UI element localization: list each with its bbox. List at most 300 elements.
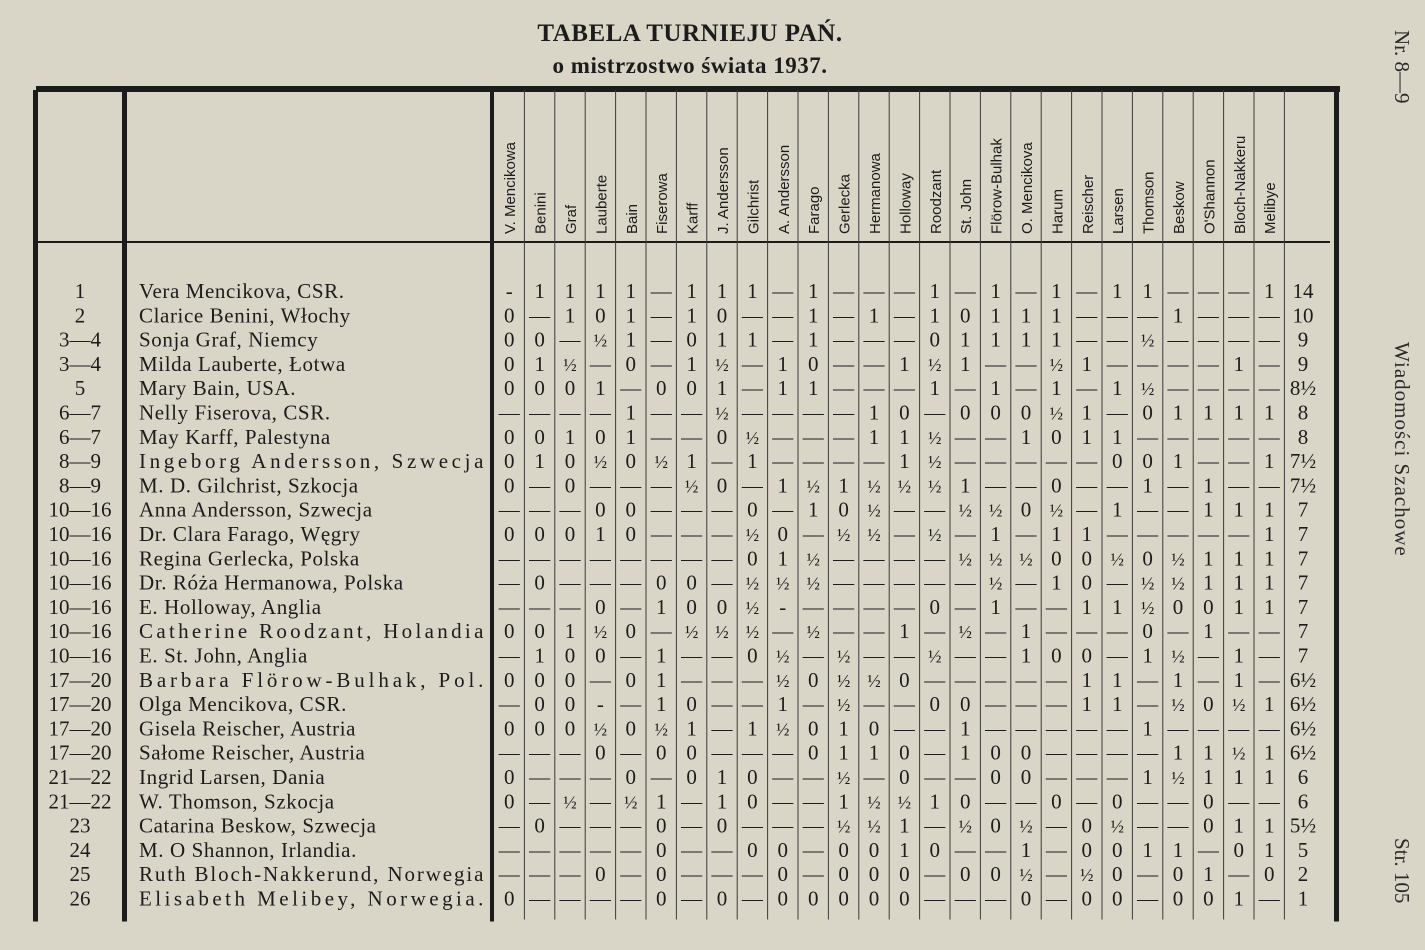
result-cell: 1 [1051,327,1062,352]
result-cell: ½ [1110,816,1124,837]
result-cell: — [802,643,824,668]
result-cell: — [711,497,733,522]
result-cell: 1 [655,789,667,814]
result-cell: — [1228,716,1250,741]
column-header: Fiserowa [654,173,672,234]
column-header: Gilchrist [745,179,763,234]
result-cell: 1 [716,765,728,789]
result-cell: — [1015,473,1037,498]
result-cell: — [924,400,946,425]
result-cell: — [1106,303,1128,328]
result-cell: ½ [928,452,942,473]
place-cell: 10—16 [48,594,112,619]
result-cell: — [1045,449,1067,474]
result-cell: — [620,643,642,668]
result-cell: — [529,400,551,425]
result-cell: ½ [1140,597,1155,618]
player-name-cell: Catherine Roodzant, Holandia [139,619,485,644]
result-cell: ½ [1232,695,1246,716]
result-cell: 0 [777,837,789,862]
result-cell: — [559,400,581,425]
result-cell: — [1167,813,1189,838]
result-cell: 1 [1142,279,1153,303]
table-row [49,716,1317,740]
place-cell: 10—16 [48,570,112,595]
result-cell: — [893,643,915,668]
result-cell: 1 [1111,497,1123,522]
total-score-cell: 7 [1297,570,1309,595]
result-cell: 0 [625,765,637,789]
result-cell: ½ [867,476,881,497]
result-cell: — [1045,619,1067,644]
result-cell: ½ [897,476,912,497]
column-header: Melibye [1262,182,1280,234]
result-cell: — [833,594,855,619]
result-cell: — [741,400,763,425]
result-cell: — [741,303,763,328]
result-cell: — [741,692,763,717]
player-name-cell: Elisabeth Melibey, Norwegia. [139,886,484,911]
result-cell: 0 [747,643,758,668]
result-cell: — [498,813,520,838]
result-cell: 0 [655,886,667,911]
result-cell: 0 [868,886,880,911]
place-cell: 17—20 [48,740,112,765]
result-cell: — [1167,619,1189,644]
result-cell: — [863,619,885,644]
result-cell: — [772,740,794,765]
result-cell: — [1015,789,1037,814]
result-cell: 1 [1233,643,1245,668]
player-name-cell: Mary Bain, USA. [139,376,297,401]
player-name-cell: May Karff, Palestyna [139,424,331,449]
player-name-cell: Ingrid Larsen, Dania [139,765,326,789]
result-cell: — [559,765,581,789]
result-cell: 0 [534,376,545,401]
result-cell: — [620,740,642,765]
result-cell: — [1197,667,1219,692]
result-cell: — [1197,643,1219,668]
result-cell: 0 [503,765,515,789]
result-cell: — [924,765,946,789]
result-cell: 0 [564,449,576,474]
result-cell: — [559,546,581,571]
result-cell: — [589,667,611,692]
result-cell: — [559,570,581,595]
result-cell: ½ [867,525,881,545]
result-cell: — [954,376,976,401]
result-cell: 1 [807,376,819,401]
result-cell: ½ [928,354,942,375]
result-cell: 1 [1081,594,1093,619]
result-cell: — [924,813,946,838]
result-cell: — [1137,886,1159,911]
place-cell: 3—4 [59,327,101,352]
place-cell: 3—4 [59,351,101,376]
table-row [59,473,1316,497]
result-cell: — [954,570,976,595]
result-cell: 1 [1081,692,1093,717]
total-score-cell: 7 [1297,619,1309,644]
column-header: Roodzant [927,169,945,234]
result-cell: 1 [1233,765,1245,789]
result-cell: — [1137,740,1159,765]
result-cell: — [985,473,1007,498]
result-cell: — [893,522,915,546]
total-score-cell: 10 [1292,303,1314,328]
result-cell: ½ [684,622,699,643]
result-cell: — [1045,740,1067,765]
result-cell: — [1106,716,1128,741]
result-cell: 0 [534,570,545,595]
issue-number: Nr. 8—9 [1390,30,1414,104]
result-cell: — [1137,789,1159,814]
result-cell: 1 [1081,424,1093,449]
result-cell: ½ [745,427,760,448]
result-cell: — [802,400,824,425]
result-cell: 0 [595,303,606,328]
result-cell: — [954,424,976,449]
column-header: V. Mencikowa [502,142,520,234]
result-cell: 0 [564,522,576,546]
result-cell: ½ [563,354,577,375]
result-cell: — [985,789,1007,814]
result-cell: — [741,376,763,401]
table-row [49,644,1309,668]
result-cell: — [681,667,703,692]
result-cell: 0 [1172,594,1184,619]
result-cell: 0 [838,886,849,911]
result-cell: 0 [686,376,697,401]
result-cell: ½ [988,549,1003,570]
result-cell: — [498,643,520,668]
result-cell: 1 [1020,619,1032,644]
result-cell: 0 [1172,862,1184,887]
result-cell: 1 [1051,279,1062,303]
table-row [70,814,1317,838]
result-cell: 0 [686,740,697,765]
result-cell: — [863,692,885,717]
result-cell: 0 [655,570,667,595]
player-name-cell: Regina Gerlecka, Polska [139,546,360,571]
result-cell: 1 [1081,351,1093,376]
result-cell: — [1106,400,1128,425]
result-cell: 1 [838,716,849,741]
result-cell: 1 [777,351,789,376]
result-cell: — [772,400,794,425]
result-cell: — [1197,837,1219,862]
result-cell: — [1167,327,1189,352]
result-cell: — [1106,351,1128,376]
result-cell: — [985,716,1007,741]
result-cell: — [985,424,1007,449]
result-cell: 0 [564,667,576,692]
result-cell: — [650,400,672,425]
total-score-cell: 7 [1297,497,1309,522]
place-cell: 6—7 [59,424,101,449]
result-cell: — [833,376,855,401]
result-cell: 0 [1142,619,1153,644]
result-cell: ½ [867,670,881,691]
result-cell: 0 [503,303,515,328]
result-cell: 1 [1081,400,1093,425]
result-cell: ½ [593,330,608,351]
result-cell: 1 [1263,522,1275,546]
result-cell: — [1197,522,1219,546]
result-cell: — [1045,692,1067,717]
result-cell: 1 [777,546,789,571]
result-cell: — [711,522,733,546]
result-cell: 0 [503,667,515,692]
result-cell: — [772,449,794,474]
result-cell: ½ [745,597,760,618]
place-cell: 1 [74,279,86,303]
result-cell: — [863,643,885,668]
result-cell: 0 [564,692,576,717]
result-cell: — [802,449,824,474]
result-cell: ½ [1140,573,1155,594]
result-cell: 1 [990,279,1001,303]
result-cell: — [772,497,794,522]
table-row [70,887,1309,911]
result-cell: — [1258,789,1280,814]
column-header: O. Mencikova [1019,142,1036,234]
result-cell: 1 [1263,594,1275,619]
table-row [59,401,1308,425]
player-name-cell: M. D. Gilchrist, Szkocja [139,473,359,498]
result-cell: — [498,594,520,619]
result-cell: — [1258,643,1280,668]
result-cell: — [772,619,794,644]
result-cell: — [711,716,733,741]
column-header: Flörow-Bulhak [988,138,1006,234]
result-cell: 0 [1051,789,1062,814]
result-cell: — [893,692,915,717]
result-cell: ½ [958,622,972,643]
result-cell: — [772,789,794,814]
result-cell: ½ [1019,549,1033,570]
result-cell: — [1106,740,1128,765]
result-cell: 0 [503,473,515,498]
result-cell: — [893,716,915,741]
result-cell: 1 [1233,497,1245,522]
result-cell: — [681,546,703,571]
result-cell: — [1228,473,1250,498]
total-score-cell: 7½ [1289,473,1317,498]
table-row [49,571,1309,595]
total-score-cell: 7 [1297,546,1309,571]
result-cell: 0 [838,862,849,887]
column-header: Graf [563,204,580,234]
result-cell: 0 [716,886,728,911]
result-cell: — [954,279,976,303]
result-cell: 0 [1081,813,1093,838]
result-cell: — [1228,424,1250,449]
result-cell: ½ [836,525,851,545]
result-cell: — [741,667,763,692]
result-cell: 1 [868,740,880,765]
result-cell: 1 [1263,546,1275,571]
result-cell: 1 [777,692,789,717]
result-cell: 1 [1203,862,1214,887]
place-cell: 24 [69,837,91,862]
place-cell: 10—16 [48,497,112,522]
result-cell: — [833,546,855,571]
result-cell: — [589,813,611,838]
result-cell: — [1015,522,1037,546]
result-cell: 0 [1051,424,1062,449]
place-cell: 8—9 [59,449,101,474]
result-cell: — [650,303,672,328]
result-cell: — [529,546,551,571]
table-row [59,328,1308,352]
result-cell: ½ [593,622,608,643]
result-cell: ½ [806,573,820,594]
result-cell: — [620,546,642,571]
result-cell: — [1106,765,1128,789]
column-header: Gerlecka [836,173,854,234]
result-cell: 0 [503,351,515,376]
result-cell: — [954,522,976,546]
result-cell: 1 [1051,376,1062,401]
place-cell: 17—20 [48,716,112,741]
result-cell: — [711,570,733,595]
result-cell: — [1137,692,1159,717]
result-cell: 1 [625,327,637,352]
result-cell: — [893,327,915,352]
place-cell: 17—20 [48,667,112,692]
result-cell: ½ [806,549,820,570]
result-cell: 1 [1203,740,1214,765]
result-cell: 0 [899,400,910,425]
result-cell: 0 [625,351,637,376]
result-cell: 1 [564,303,576,328]
result-cell: 0 [625,522,637,546]
result-cell: 0 [868,862,880,887]
result-cell: 0 [625,497,637,522]
result-cell: ½ [1080,865,1094,886]
player-name-cell: M. O Shannon, Irlandia. [139,837,357,862]
result-cell: 0 [747,837,758,862]
result-cell: 0 [595,594,606,619]
result-cell: — [1258,303,1280,328]
table-row [49,522,1309,546]
place-cell: 10—16 [48,546,112,571]
result-cell: — [1015,279,1037,303]
table-row [75,376,1316,400]
result-cell: ½ [715,403,729,424]
result-cell: 1 [1172,837,1184,862]
result-cell: — [529,789,551,814]
result-cell: — [1228,449,1250,474]
result-cell: — [772,765,794,789]
result-cell: — [1137,424,1159,449]
result-cell: 1 [1203,400,1214,425]
result-cell: 0 [655,376,667,401]
result-cell: 0 [807,740,819,765]
result-cell: — [1258,327,1280,352]
result-cell: — [650,327,672,352]
result-cell: 1 [686,279,697,303]
result-cell: — [498,692,520,717]
player-name-cell: Sonja Graf, Niemcy [139,327,319,352]
result-cell: — [1015,594,1037,619]
table-row [49,765,1309,789]
result-cell: — [498,497,520,522]
result-cell: ½ [928,646,942,667]
result-cell: — [529,497,551,522]
place-cell: 6—7 [59,400,101,425]
result-cell: 1 [807,497,819,522]
result-cell: 1 [1233,570,1245,595]
result-cell: ½ [928,476,942,497]
result-cell: 1 [1263,570,1275,595]
result-cell: 1 [1111,279,1123,303]
result-cell: — [529,837,551,862]
result-cell: 1 [1020,303,1032,328]
result-cell: — [1137,522,1159,546]
result-cell: — [650,765,672,789]
result-cell: 0 [716,424,728,449]
total-score-cell: 8½ [1289,376,1317,401]
table-row [49,546,1309,570]
result-cell: ½ [593,719,608,740]
result-cell: — [1076,327,1098,352]
result-cell: — [863,765,885,789]
result-cell: — [681,886,703,911]
table-row [75,279,1314,303]
result-cell: — [620,376,642,401]
player-name-cell: Vera Mencikova, CSR. [139,279,345,303]
result-cell: ½ [563,792,577,813]
result-cell: — [498,837,520,862]
result-cell: 1 [1051,303,1062,328]
result-cell: 1 [1233,667,1245,692]
result-cell: 1 [747,279,758,303]
player-name-cell: Clarice Benini, Włochy [139,303,351,328]
result-cell: 1 [1111,667,1123,692]
result-cell: — [741,886,763,911]
result-cell: — [924,886,946,911]
result-cell: — [893,497,915,522]
result-cell: — [893,303,915,328]
result-cell: 1 [899,813,910,838]
result-cell: 0 [1111,862,1123,887]
result-cell: — [802,424,824,449]
result-cell: 1 [929,303,941,328]
result-cell: — [529,765,551,789]
result-cell: — [833,424,855,449]
result-cell: 1 [1142,765,1153,789]
result-cell: 1 [1051,522,1062,546]
result-cell: — [863,351,885,376]
result-cell: 0 [686,765,697,789]
result-cell: 1 [1172,740,1184,765]
result-cell: 0 [1051,546,1062,571]
result-cell: ½ [988,500,1003,521]
table-row [49,595,1309,619]
result-cell: 0 [564,643,576,668]
result-cell: 0 [564,473,576,498]
result-cell: 1 [1203,473,1214,498]
column-header: Farago [806,186,824,234]
result-cell: 0 [595,740,606,765]
column-header: Reischer [1079,174,1097,234]
column-header: Beskow [1171,181,1188,234]
result-cell: 0 [503,789,515,814]
result-cell: — [985,449,1007,474]
place-cell: 17—20 [48,692,112,717]
